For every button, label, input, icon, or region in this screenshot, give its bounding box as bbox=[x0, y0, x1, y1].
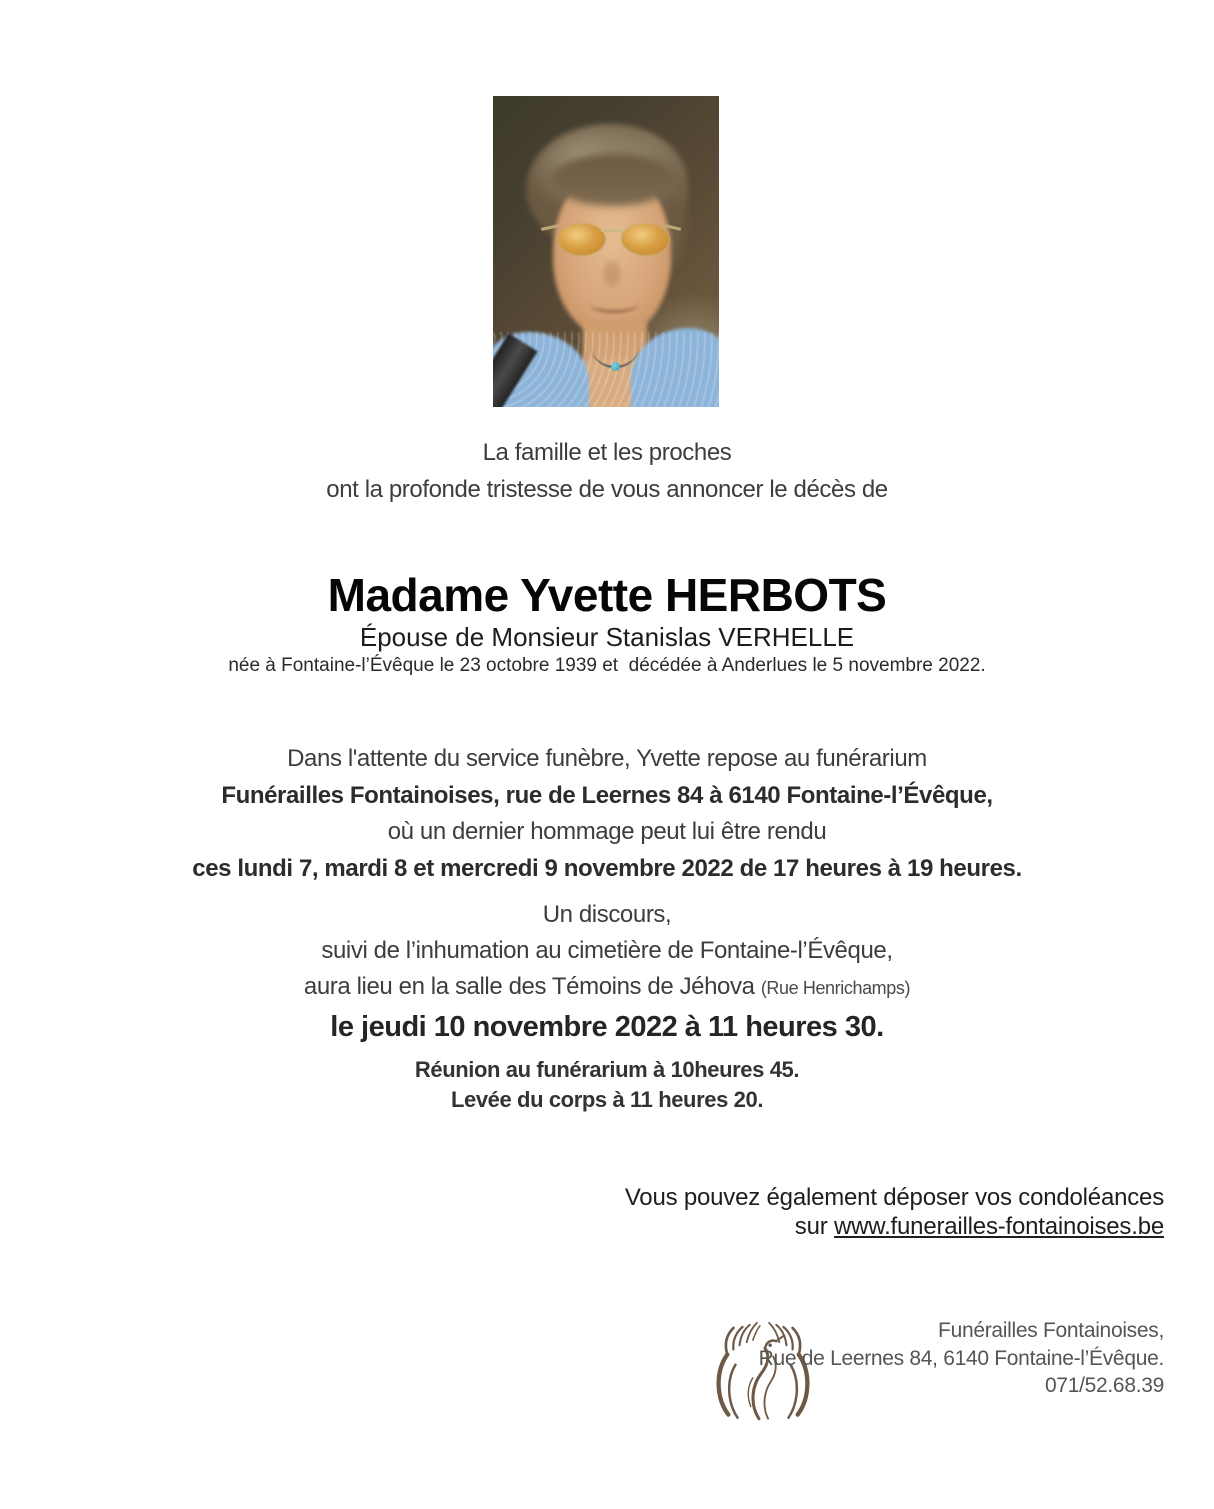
ceremony-line-1: Un discours, bbox=[542, 901, 672, 928]
footer-address: Rue de Leernes 84, 6140 Fontaine-l’Évêque. bbox=[758, 1346, 1164, 1370]
photo-hair-fringe bbox=[551, 154, 675, 206]
ceremony-date-line: le jeudi 10 novembre 2022 à 11 heures 30. bbox=[330, 1011, 884, 1043]
intro-line-2: ont la profonde tristesse de vous annoncer le décès de bbox=[326, 476, 888, 503]
viewing-line-2: Funérailles Fontainoises, rue de Leernes 84 à 6140 Fontaine-l’Évêque, bbox=[221, 781, 993, 809]
photo-sunglasses-bridge bbox=[601, 229, 623, 232]
deceased-spouse: Épouse de Monsieur Stanislas VERHELLE bbox=[359, 622, 855, 652]
condolences-block bbox=[625, 1184, 1164, 1241]
portrait-photo bbox=[493, 96, 719, 407]
intro-block bbox=[0, 434, 1214, 508]
viewing-line-4: ces lundi 7, mardi 8 et mercredi 9 novembre 2022 de 17 heures à 19 heures. bbox=[192, 854, 1022, 882]
ceremony-block bbox=[0, 897, 1214, 1115]
viewing-line-1: Dans l'attente du service funèbre, Yvette repose au funérarium bbox=[287, 745, 927, 772]
footer-company-name: Funérailles Fontainoises, bbox=[938, 1319, 1164, 1342]
photo-sunglasses-left-lens bbox=[557, 223, 606, 256]
condolences-line-2 bbox=[625, 1213, 1164, 1242]
footer-phone: 071/52.68.39 bbox=[1044, 1374, 1164, 1397]
deceased-birth-death: née à Fontaine-l’Évêque le 23 octobre 1939 et décédée à Anderlues le 5 novembre 2022. bbox=[228, 655, 986, 676]
photo-nose bbox=[603, 261, 621, 287]
ceremony-line-3 bbox=[0, 969, 1214, 1006]
ceremony-line-2: suivi de l’inhumation au cimetière de Fontaine-l’Évêque, bbox=[321, 937, 893, 964]
viewing-block bbox=[0, 741, 1214, 887]
ceremony-levee-line: Levée du corps à 11 heures 20. bbox=[450, 1087, 764, 1112]
footer-contact-block bbox=[759, 1317, 1164, 1400]
ceremony-line-3-note: (Rue Henrichamps) bbox=[760, 978, 911, 998]
ceremony-line-3-main: aura lieu en la salle des Témoins de Jéhova bbox=[303, 973, 761, 1000]
condolences-prefix: sur bbox=[794, 1212, 835, 1240]
viewing-line-3: où un dernier hommage peut lui être rendu bbox=[387, 818, 827, 845]
photo-pendant bbox=[611, 362, 620, 371]
deceased-block bbox=[0, 570, 1214, 679]
condolences-website-link[interactable]: www.funerailles-fontainoises.be bbox=[834, 1212, 1164, 1240]
intro-line-1: La famille et les proches bbox=[482, 439, 732, 466]
deceased-name: Madame Yvette HERBOTS bbox=[327, 569, 887, 621]
condolences-line-1: Vous pouvez également déposer vos condoléances bbox=[624, 1184, 1164, 1211]
photo-mouth bbox=[590, 296, 638, 313]
ceremony-reunion-line: Réunion au funérarium à 10heures 45. bbox=[414, 1057, 800, 1082]
